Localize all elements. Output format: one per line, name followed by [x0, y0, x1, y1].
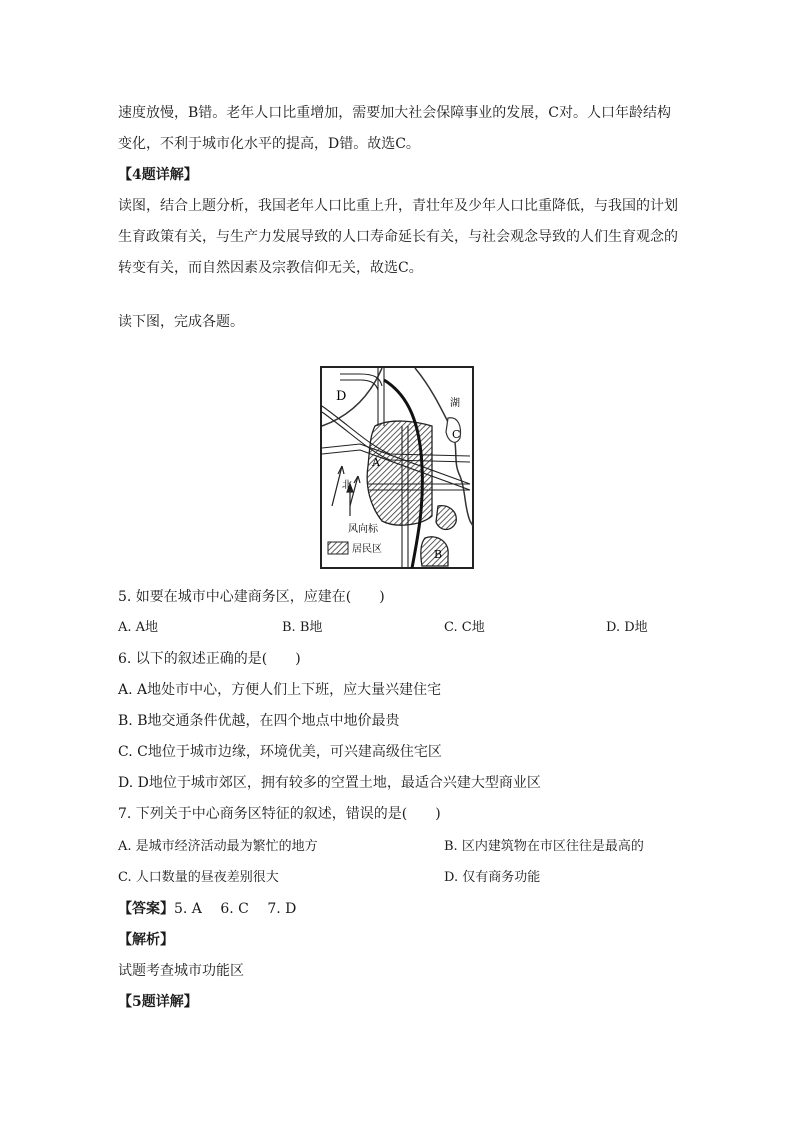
q7-option-d: D. 仅有商务功能 — [444, 870, 541, 885]
q7-option-a: A. 是城市经济活动最为繁忙的地方 — [118, 839, 318, 854]
city-map-figure — [320, 366, 474, 569]
map-label-c: C — [452, 428, 461, 441]
q4-heading: 【4题详解】 — [118, 167, 198, 183]
paragraph-1-line-1: 速度放慢，B错。老年人口比重增加，需要加大社会保障事业的发展，C对。人口年龄结构 — [118, 105, 671, 121]
map-label-a: A — [372, 456, 380, 469]
paragraph-2-line-1: 读图，结合上题分析，我国老年人口比重上升，青壮年及少年人口比重降低，与我国的计划 — [118, 198, 678, 214]
map-label-lake: 湖 — [450, 398, 460, 409]
paragraph-2-line-3: 转变有关，而自然因素及宗教信仰无关，故选C。 — [118, 260, 423, 276]
map-label-d: D — [336, 389, 347, 404]
q6-option-b: B. B地交通条件优越，在四个地点中地价最贵 — [118, 713, 400, 729]
analysis-text: 试题考查城市功能区 — [118, 963, 244, 979]
q5-option-c: C. C地 — [444, 620, 485, 635]
map-label-north: 北 — [342, 480, 352, 491]
q5-heading: 【5题详解】 — [118, 994, 198, 1010]
q6-option-a: A. A地处市中心，方便人们上下班，应大量兴建住宅 — [118, 682, 442, 698]
legend-label: 居民区 — [352, 544, 382, 555]
q5-option-a: A. A地 — [118, 620, 159, 635]
q5-option-d: D. D地 — [606, 620, 648, 635]
paragraph-2-line-2: 生育政策有关，与生产力发展导致的人口寿命延长有关，与社会观念导致的人们生育观念的 — [118, 229, 678, 245]
map-label-wind: 风向标 — [348, 524, 378, 535]
legend-swatch — [328, 542, 348, 554]
q7-option-c: C. 人口数量的昼夜差别很大 — [118, 870, 279, 885]
answer-label: 【答案】 — [118, 901, 174, 917]
q6-option-d: D. D地位于城市郊区，拥有较多的空置土地，最适合兴建大型商业区 — [118, 775, 541, 791]
q6-option-c: C. C地位于城市边缘，环境优美，可兴建高级住宅区 — [118, 744, 442, 760]
q7-stem: 7. 下列关于中心商务区特征的叙述，错误的是( ) — [118, 806, 441, 822]
intro-text: 读下图，完成各题。 — [118, 314, 244, 330]
q7-option-b: B. 区内建筑物在市区往往是最高的 — [444, 839, 644, 854]
answer-text: 5. A 6. C 7. D — [174, 901, 297, 917]
answer-line — [118, 899, 296, 919]
q6-stem: 6. 以下的叙述正确的是( ) — [118, 651, 301, 667]
analysis-heading: 【解析】 — [118, 932, 174, 948]
q5-stem: 5. 如要在城市中心建商务区，应建在( ) — [118, 589, 385, 605]
paragraph-1-line-2: 变化，不利于城市化水平的提高，D错。故选C。 — [118, 136, 420, 152]
map-label-b: B — [434, 548, 443, 561]
q5-option-b: B. B地 — [282, 620, 323, 635]
